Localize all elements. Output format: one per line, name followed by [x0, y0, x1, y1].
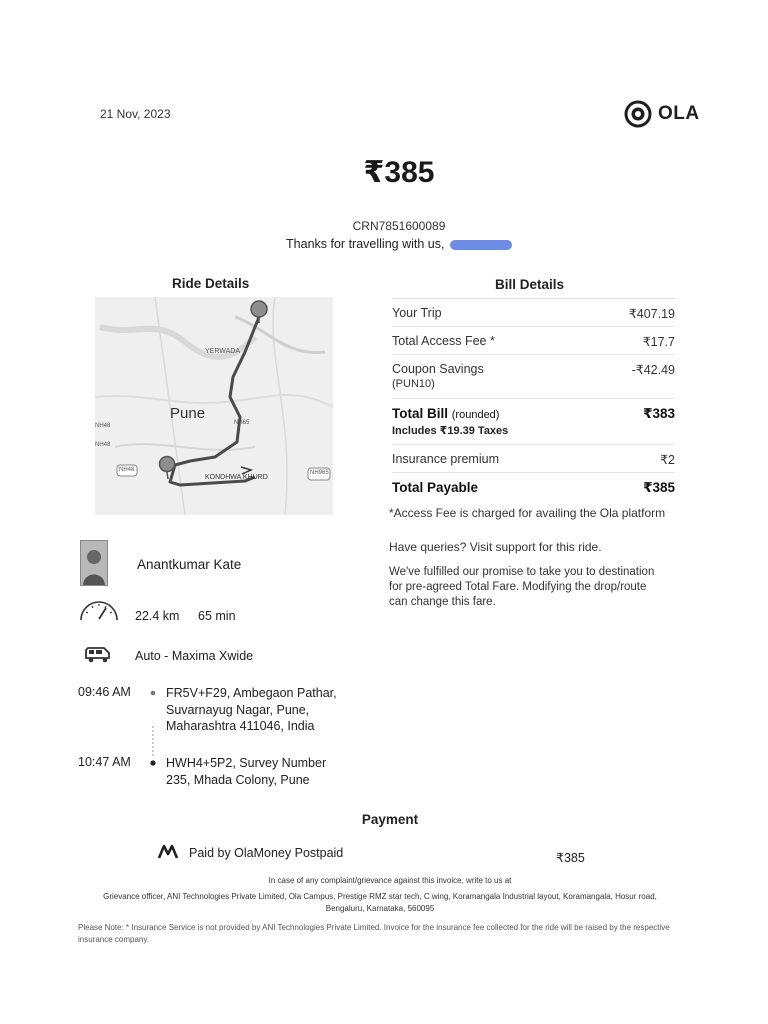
auto-rickshaw-icon: [84, 645, 112, 668]
bill-row-access-fee: [392, 326, 675, 354]
total-bill-value: ₹383: [643, 406, 675, 421]
total-amount: ₹385: [363, 156, 435, 189]
payment-method: Paid by OlaMoney Postpaid: [189, 846, 344, 860]
driver-name: Anantkumar Kate: [137, 557, 242, 572]
map-label-nh48-a: NH48: [95, 423, 111, 429]
coupon-label: Coupon Savings: [392, 362, 484, 376]
insurance-label: Insurance premium: [392, 452, 499, 466]
map-label-pune: Pune: [170, 405, 206, 422]
access-fee-value: ₹17.7: [642, 335, 675, 349]
bill-row-total-bill: [392, 398, 675, 444]
ride-details-title: Ride Details: [172, 276, 250, 291]
vehicle-type: Auto - Maxima Xwide: [135, 649, 254, 663]
access-fee-label: Total Access Fee *: [392, 334, 495, 348]
ola-logo-icon: [624, 100, 652, 128]
speedometer-icon: [78, 600, 120, 627]
redacted-name: [450, 240, 512, 250]
promise-note: We've fulfilled our promise to take you to destination for pre-agreed Total Fare. Modifying the drop/route can change this fare.: [389, 566, 655, 608]
insurance-disclaimer: Please Note: * Insurance Service is not provided by ANI Technologies Private Limited. Invoice for the insurance fee collected for the ride will be raised by the respective insurance company.: [78, 923, 670, 944]
total-bill-label-group: [392, 406, 508, 444]
coupon-code: (PUN10): [392, 378, 435, 390]
insurance-value: ₹2: [660, 453, 675, 467]
pickup-time: 09:46 AM: [78, 685, 131, 699]
thanks-text: Thanks for travelling with us,: [286, 237, 445, 251]
support-link[interactable]: Have queries? Visit support for this ride.: [389, 540, 602, 554]
map-label-nh48-b: NH48: [95, 442, 111, 448]
bill-table: [392, 298, 675, 500]
olamoney-icon: [158, 845, 178, 864]
map-label-kondhwa: KONDHWA KHURD: [205, 474, 268, 481]
map-label-nh48-c: NH48: [119, 467, 135, 473]
ola-logo: [624, 100, 700, 128]
payment-title: Payment: [361, 812, 419, 827]
driver-photo-icon: [81, 541, 107, 585]
your-trip-value: ₹407.19: [628, 307, 675, 321]
driver-avatar: [80, 540, 108, 586]
map-label-nh65: NH65: [234, 420, 250, 426]
bill-row-trip: [392, 298, 675, 326]
drop-address: HWH4+5P2, Survey Number 235, Mhada Colony, Pune: [166, 756, 327, 787]
drop-time: 10:47 AM: [78, 755, 131, 769]
trip-distance: 22.4 km: [135, 609, 180, 623]
thanks-message: [0, 237, 768, 251]
access-fee-note: *Access Fee is charged for availing the Ola platform: [389, 506, 666, 520]
total-payable-label: Total Payable: [392, 480, 479, 495]
coupon-label-group: [392, 362, 484, 398]
route-map-svg: [95, 297, 333, 515]
bill-row-total-payable: [392, 472, 675, 500]
map-label-nh965: NH965: [310, 470, 329, 476]
crn-number: CRN7851600089: [352, 219, 446, 233]
route-timeline: [150, 690, 156, 775]
invoice-date: 21 Nov, 2023: [100, 107, 171, 121]
payment-amount: ₹385: [556, 851, 585, 865]
your-trip-label: Your Trip: [392, 306, 442, 320]
total-bill-label: Total Bill: [392, 406, 448, 421]
bill-details-title: Bill Details: [495, 277, 565, 292]
route-map[interactable]: [95, 297, 333, 515]
total-bill-suffix: (rounded): [451, 409, 500, 421]
trip-duration: 65 min: [198, 609, 236, 623]
coupon-value: -₹42.49: [631, 363, 675, 377]
grievance-address: Grievance officer, ANI Technologies Private Limited, Ola Campus, Prestige RMZ star tech, C wing, Koramangala Industrial layout, Koramangala, Hosur road, Bengaluru, Karnataka, 560095: [103, 892, 657, 913]
taxes-note: Includes ₹19.39 Taxes: [392, 425, 509, 437]
bill-row-insurance: [392, 444, 675, 472]
bill-row-coupon: [392, 354, 675, 398]
complaint-note: In case of any complaint/grievance against this invoice, write to us at: [268, 876, 512, 885]
pickup-address: FR5V+F29, Ambegaon Pathar, Suvarnayug Nagar, Pune, Maharashtra 411046, India: [166, 686, 337, 733]
map-label-yerwada: YERWADA: [205, 348, 241, 355]
brand-name: OLA: [658, 103, 700, 124]
total-payable-value: ₹385: [643, 480, 675, 495]
